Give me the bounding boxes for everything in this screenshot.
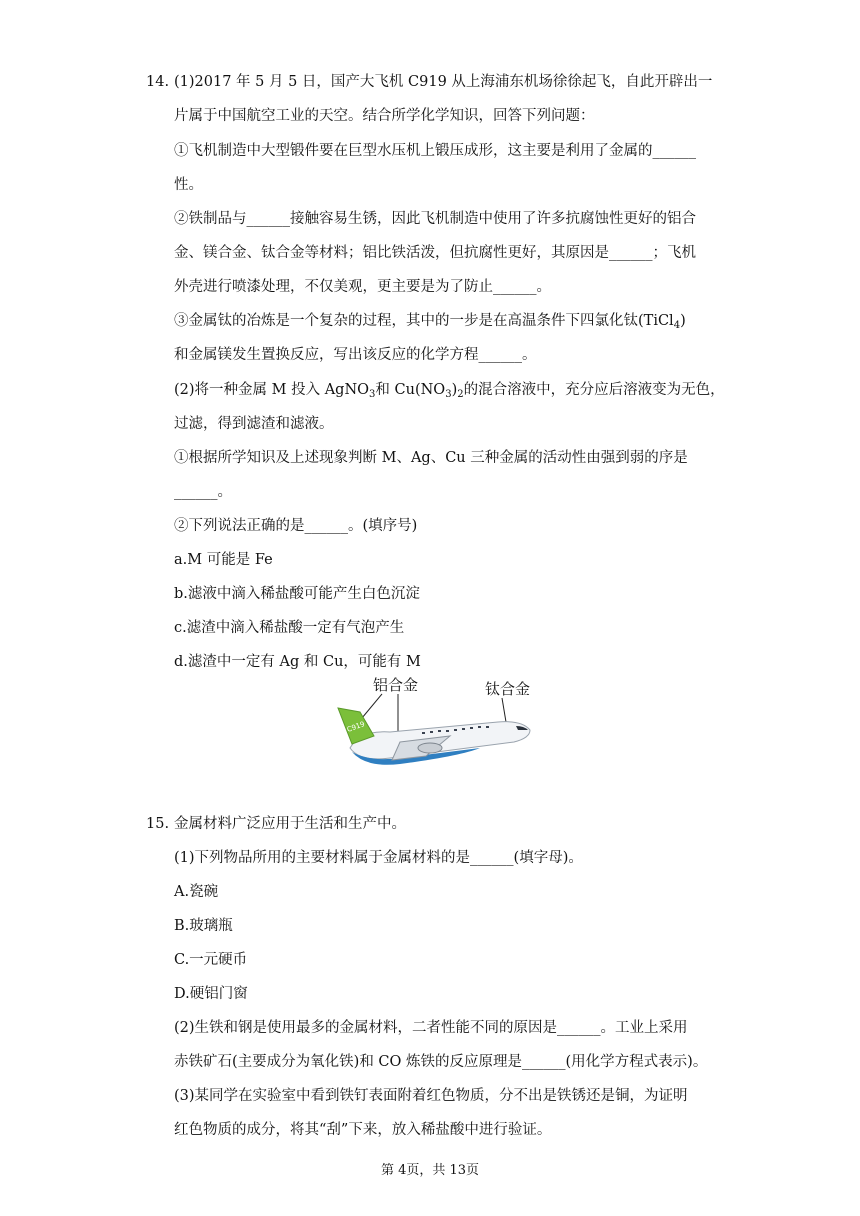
q14-part1-line1: (1)2017 年 5 月 5 日，国产大飞机 C919 从上海浦东机场徐徐起飞，自此开辟出一 [174, 74, 713, 90]
page-footer: 第 4页，共 13页 [380, 1163, 480, 1178]
q15-part1: (1)下列物品所用的主要材料属于金属材料的是______(填字母)。 [174, 850, 583, 866]
label-titanium-alloy: 钛合金 [485, 680, 531, 698]
q14-sub2-line3: 外壳进行喷漆处理，不仅美观，更主要是为了防止______。 [174, 279, 551, 295]
q15-intro: 金属材料广泛应用于生活和生产中。 [174, 816, 406, 832]
label-aluminum-alloy: 铝合金 [373, 676, 419, 694]
question-14-number: 14. [146, 74, 170, 90]
q14-sub2-line1: ②铁制品与______接触容易生锈，因此飞机制造中使用了许多抗腐蚀性更好的铝合 [174, 211, 696, 227]
q14-part2-sub1-line1: ①根据所学知识及上述现象判断 M、Ag、Cu 三种金属的活动性由强到弱的序是 [174, 450, 688, 466]
q15-part2-line2: 赤铁矿石(主要成分为氧化铁)和 CO 炼铁的反应原理是______(用化学方程式表示)。 [174, 1054, 708, 1070]
q15-option-b: B.玻璃瓶 [174, 918, 233, 934]
q15-option-c: C.一元硬币 [174, 952, 248, 968]
q15-part3-line2: 红色物质的成分，将其“刮”下来，放入稀盐酸中进行验证。 [174, 1122, 552, 1138]
q14-part2-line2: 过滤，得到滤渣和滤液。 [174, 416, 334, 432]
airplane-illustration [330, 672, 540, 772]
q15-part3-line1: (3)某同学在实验室中看到铁钉表面附着红色物质，分不出是铁锈还是铜，为证明 [174, 1088, 688, 1104]
q14-part2-sub2: ②下列说法正确的是______。(填序号) [174, 518, 418, 534]
q14-sub2-line2: 金、镁合金、钛合金等材料；铝比铁活泼，但抗腐性更好，其原因是______；飞机 [174, 245, 696, 261]
tail-text: C919 [345, 720, 366, 734]
q14-sub3-line1: ③金属钛的冶炼是一个复杂的过程，其中的一步是在高温条件下四氯化钛(TiCl$_4$) [174, 313, 686, 331]
q14-option-a: a.M 可能是 Fe [174, 552, 273, 568]
q14-sub1-line2: 性。 [174, 177, 203, 193]
leader-line-body [502, 698, 506, 722]
q14-part2-sub1-line2: ______。 [174, 484, 232, 500]
q15-option-a: A.瓷碗 [174, 884, 219, 900]
q14-part1-line2: 片属于中国航空工业的天空。结合所学化学知识，回答下列问题： [174, 108, 595, 124]
airplane-figure [330, 672, 540, 772]
question-15-number: 15. [146, 816, 170, 832]
q14-option-b: b.滤液中滴入稀盐酸可能产生白色沉淀 [174, 586, 420, 602]
q14-option-d: d.滤渣中一定有 Ag 和 Cu，可能有 M [174, 654, 421, 670]
q14-sub1-line1: ①飞机制造中大型锻件要在巨型水压机上锻压成形，这主要是利用了金属的______ [174, 143, 696, 159]
q14-sub3-line2: 和金属镁发生置换反应，写出该反应的化学方程______。 [174, 347, 537, 363]
q14-option-c: c.滤渣中滴入稀盐酸一定有气泡产生 [174, 620, 405, 636]
q15-option-d: D.硬铝门窗 [174, 986, 248, 1002]
q14-part2-line1: (2)将一种金属 M 投入 AgNO$_3$和 $Cu(NO_3)_2$的混合溶液中，充分应后溶液变为无色， [174, 382, 725, 400]
engine [418, 743, 442, 753]
q15-part2-line1: (2)生铁和钢是使用最多的金属材料，二者性能不同的原因是______。工业上采用 [174, 1020, 688, 1036]
